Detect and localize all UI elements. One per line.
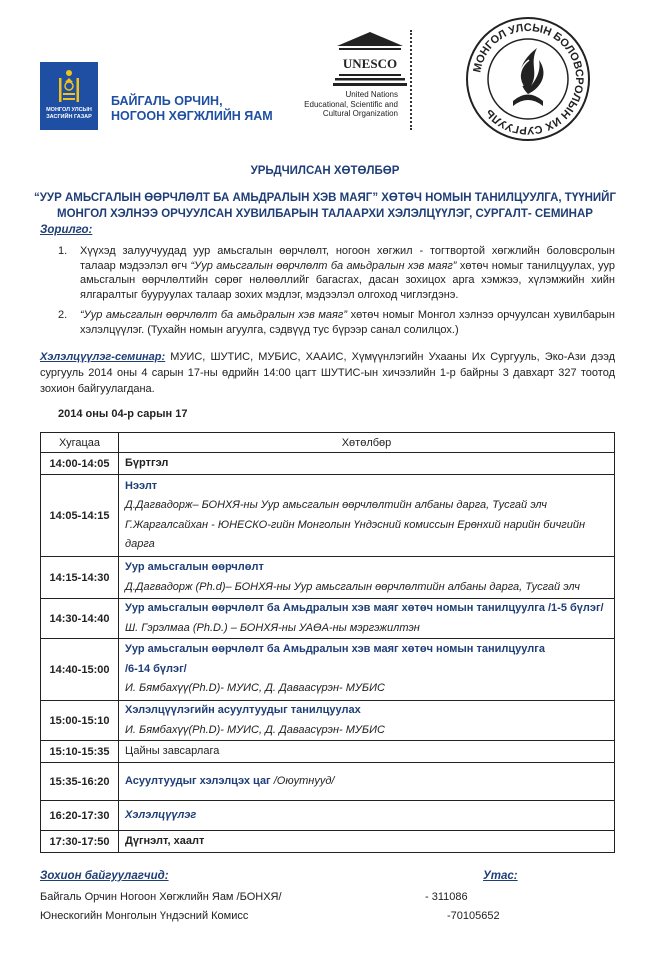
organizer-phone: -70105652 [447, 910, 500, 922]
goal-heading: Зорилго: [40, 224, 93, 236]
table-row: 17:30-17:50 Дүгнэлт, хаалт [41, 831, 615, 853]
svg-text:МОНГОЛ УЛСЫН БОЛОВСРОЛЫН ИХ СУ: МОНГОЛ УЛСЫН БОЛОВСРОЛЫН ИХ СУРГУУЛЬ [471, 21, 586, 137]
table-header-row [41, 433, 615, 453]
organizer-name: Байгаль Орчин Ногоон Хөгжлийн Яам /БОНХЯ/ [40, 891, 282, 903]
table-row: 16:20-17:30 Хэлэлцүүлэг [41, 801, 615, 831]
table-row: 14:40-15:00 Уур амьсгалын өөрчлөлт ба Амьдралын хэв маяг хөтөч номын танилцуулга /6-14 бүлэг/ И. Бямбахүү(Ph.D)- МУИС, Д. Даваасүрэн- МУБИС [41, 639, 615, 701]
goal-item: 2. “Уур амьсгалын өөрчлөлт ба амьдралын хэв маяг” хөтөч номыг Монгол хэлнээ орчуулсан хувилбарын хэлэлцүүлэг. (Тухайн номын агуулга, сэдвүүд тус бүрээр санал солилцох.) [58, 309, 615, 336]
organizer-phone: - 311086 [425, 891, 468, 903]
university-seal [465, 16, 591, 142]
schedule-table [40, 432, 615, 853]
event-title: “УУР АМЬСГАЛЫН ӨӨРЧЛӨЛТ БА АМЬДРАЛЫН ХЭВ МАЯГ” ХӨТӨЧ НОМЫН ТАНИЛЦУУЛГА, ТҮҮНИЙГ МОНГОЛ ХЭЛНЭЭ ОРЧУУЛСАН ХУВИЛБАРЫН ТАЛААРХИ ХЭЛЭЛЦҮҮЛЭГ, СУРГАЛТ- СЕМИНАР [34, 192, 616, 220]
divider [410, 30, 412, 130]
book-flame-icon [513, 48, 543, 106]
svg-text:UNESCO: UNESCO [342, 56, 398, 71]
logo-caption: МОНГОЛ УЛСЫН ЗАСГИЙН ГАЗАР [46, 107, 92, 120]
organizer-name: Юнескогийн Монголын Үндэсний Комисс [40, 910, 249, 922]
mongolia-government-logo [40, 62, 98, 130]
unesco-temple-icon [333, 30, 407, 88]
table-row: 14:15-14:30 Уур амьсгалын өөрчлөлт Д.Дагвадорж (Ph.d)– БОНХЯ-ны Уур амьсгалын өөрчлөлтийн албаны дарга, Тусгай элч [41, 557, 615, 599]
organizers-heading: Зохион байгуулагчид: [40, 870, 169, 882]
table-row: 14:30-14:40 Уур амьсгалын өөрчлөлт ба Амьдралын хэв маяг хөтөч номын танилцуулга /1-5 бүлэг/ Ш. Гэрэлмаа (Ph.D.) – БОНХЯ-ны УАӨА-ны мэргэжилтэн [41, 599, 615, 639]
phone-heading: Утас: [483, 870, 518, 882]
unesco-name: United Nations Educational, Scientific and Cultural Organization [304, 90, 398, 118]
column-header-program: Хөтөлбөр [119, 433, 615, 453]
column-header-time: Хугацаа [41, 433, 119, 453]
table-row: 15:00-15:10 Хэлэлцүүлэгийн асуултуудыг танилцуулах И. Бямбахүү(Ph.D)- МУИС, Д. Даваасүрэн- МУБИС [41, 701, 615, 741]
table-row: 15:10-15:35 Цайны завсарлага [41, 741, 615, 763]
event-date: 2014 оны 04-р сарын 17 [58, 408, 188, 420]
page-title: УРЬДЧИЛСАН ХӨТӨЛБӨР [250, 165, 400, 177]
table-row: 14:00-14:05 Бүртгэл [41, 453, 615, 475]
soyombo-icon [56, 68, 82, 104]
table-row: 14:05-14:15 Нээлт Д.Дагвадорж– БОНХЯ-ны Уур амьсгалын өөрчлөлтийн албаны дарга, Тусгай элч Г.Жаргалсайхан - ЮНЕСКО-гийн Монголын Үндэсний комиссын Ерөнхий нарийн бичгийн дарга [41, 475, 615, 557]
unesco-logo [290, 30, 420, 140]
page-header [0, 0, 650, 150]
table-row: 15:35-16:20 Асуултуудыг хэлэлцэх цаг /Оюутнууд/ [41, 763, 615, 801]
goal-item: 1. Хүүхэд залуучуудад уур амьсгалын өөрчлөлт, ногоон хөгжил - тогтвортой хөгжлийн боловсролын талаар мэдээлэл өгч “Уур амьсгалын өөрчлөлт ба амьдралын хэв маяг” хөтөч номыг танилцуулах, уур амьсгалын өөрчлөлтийн сөрөг нөлөөллийг багасгах, дасан зохицох арга хэмжээ, хүлэмжийн хийн ялгаралтыг бууруулах талаар зохих мэдлэг, мэдээлэл олгоход чиглэгдэнэ. [58, 245, 616, 301]
ministry-name: БАЙГАЛЬ ОРЧИН, НОГООН ХӨГЖЛИЙН ЯАМ [111, 94, 273, 123]
seminar-paragraph: Хэлэлцүүлэг-семинар: МУИС, ШУТИС, МУБИС, ХААИС, Хүмүүнлэгийн Ухааны Их Сургууль, Эко-Ази дээд сургууль 2014 оны 4 сарын 17-ны өдрийн 14:00 цагт ШУТИС-ын хичээлийн 1-р байрны 3 давхарт 327 тоотод зохион байгуулагдана. [40, 351, 615, 395]
